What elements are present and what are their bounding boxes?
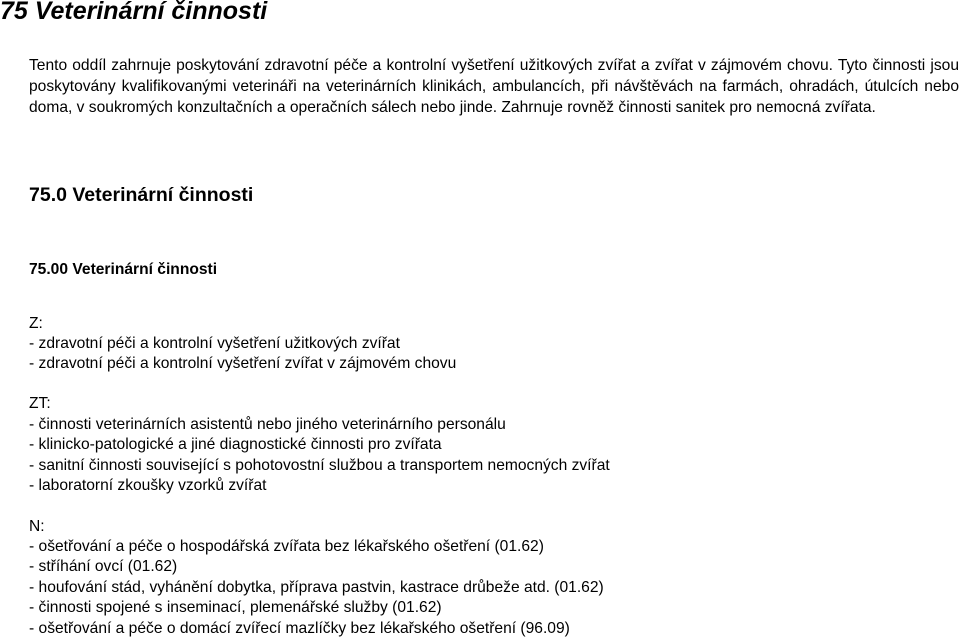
excludes-item: - houfování stád, vyhánění dobytka, příprava pastvin, kastrace drůbeže atd. (01.62)	[29, 579, 604, 596]
includes-item: - zdravotní péči a kontrolní vyšetření užitkových zvířat	[29, 335, 400, 352]
also-includes-label: ZT:	[29, 395, 51, 412]
also-includes-item: - činnosti veterinárních asistentů nebo jiného veterinárního personálu	[29, 416, 506, 433]
page-title: 75 Veterinární činnosti	[0, 0, 268, 25]
section-heading: 75.0 Veterinární činnosti	[29, 184, 254, 206]
includes-label: Z:	[29, 315, 43, 332]
excludes-item: - ošetřování a péče o hospodářská zvířata bez lékařského ošetření (01.62)	[29, 538, 544, 555]
excludes-item: - stříhání ovcí (01.62)	[29, 558, 178, 575]
excludes-label: N:	[29, 518, 45, 535]
includes-item: - zdravotní péči a kontrolní vyšetření zvířat v zájmovém chovu	[29, 355, 457, 372]
excludes-item: - činnosti spojené s inseminací, plemenářské služby (01.62)	[29, 599, 442, 616]
excludes-item: - ošetřování a péče o domácí zvířecí mazlíčky bez lékařského ošetření (96.09)	[29, 620, 570, 637]
also-includes-item: - laboratorní zkoušky vzorků zvířat	[29, 477, 267, 494]
intro-paragraph: Tento oddíl zahrnuje poskytování zdravotní péče a kontrolní vyšetření užitkových zvířat a zvířat v zájmovém chovu. Tyto činnosti jsou poskytovány kvalifikovanými veterináři na veterinárních klinikách, ambulancích, při návštěvách na farmách, ohradách, útulcích nebo doma, v soukromých konzultačních a operačních sálech nebo jinde. Zahrnuje rovněž činnosti sanitek pro nemocná zvířata.	[29, 57, 959, 116]
also-includes-item: - sanitní činnosti související s pohotovostní službou a transportem nemocných zvířat	[29, 457, 610, 474]
also-includes-item: - klinicko-patologické a jiné diagnostické činnosti pro zvířata	[29, 436, 442, 453]
subsection-heading: 75.00 Veterinární činnosti	[29, 261, 218, 278]
